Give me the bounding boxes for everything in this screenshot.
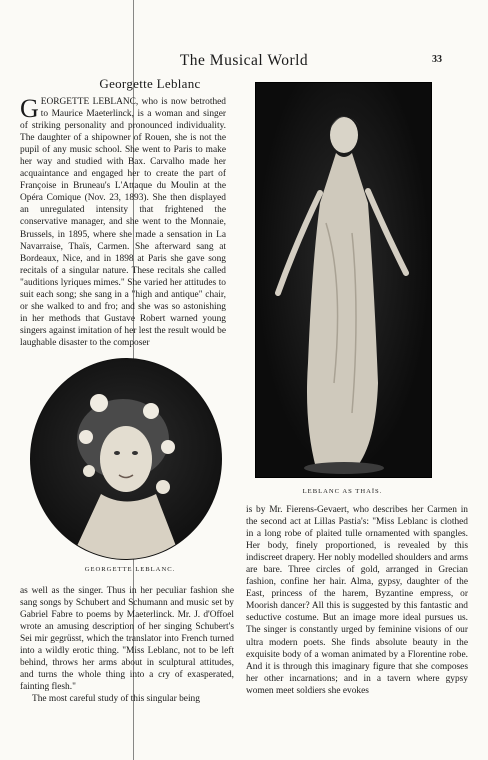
portrait-illustration	[31, 359, 221, 559]
article-column-bottom-left	[20, 585, 234, 757]
article-paragraph-1: EORGETTE LEBLANC, who is now betrothed to Maurice Maeterlinck, is a woman and singer of striking personality and pronounced individuality. The daughter of a shipowner of Rouen, she is not the pupil of any music school. She went to Paris to make her way and studied with Bax. Carvalho made her acquaintance and engaged her to create the part of Françoise in Bruneau's L'Attaque du Moulin at the Opéra Comique (Nov. 23, 1893). She then displayed an unregulated intensity that frightened the conservative manager, and she went to the Monnaie, Brussels, in 1895, where she made a sensation in La Navarraise, Thaïs, Carmen. She afterward sang at Bordeaux, Nice, and in 1898 at Paris she gave song recitals of a singular nature. These recitals she called "auditions lyriques mimes." She varied her attitudes to suit each song; she sang in a "high and antique" chair, or she walked to and fro; and she was so astonishing in her methods that Gustave Robert warned young singers against imitation of her lest the result would be laughable disaster to the composer	[20, 97, 226, 348]
article-title: Georgette Leblanc	[99, 76, 201, 91]
article-paragraph-4: is by Mr. Fierens-Gevaert, who describes her Carmen in the second act at Lillas Pastia's: "Miss Leblanc is clothed in a long robe of plaited tulle ornamented with spangles. Her body, finely proportioned, is revealed by this indiscreet drapery. Her nobly modelled shoulders and arms are bare. Three circles of gold, arranged in Grecian fashion, confine her hair. Alma, gypsy, daughter of the East, princess of the harem, Byzantine empress, or Moorish dancer? All this is suggested by this fantastic and seductive costume. But an image more ideal pursues us. The singer is constantly urged by feminine visions of our ultra modern poets. She finds absolute beauty in the exquisite body of a woman animated by a Florentine robe. And it is through this imaginary figure that she composes her other incarnations; and in a tavern where gypsy women meet soldiers she evokes	[246, 505, 468, 696]
article-column-bottom-right	[246, 504, 468, 757]
running-title: The Musical World	[179, 52, 309, 69]
article-paragraph-2: as well as the singer. Thus in her peculiar fashion she sang songs by Schubert and Schumann and music set by Gabriel Fabre to poems by Maeterlinck. Mr. J. d'Offoel wrote an amusing description of her singing Schubert's Sei mir gegrüsst, which the translator into French turned into a wildly erotic thing. "Miss Leblanc, not to be left behind, throws her arms about in sculptural attitudes, and turns the whole thing into a cry of exasperated, fainting flesh."	[20, 586, 234, 693]
article-column-top-left	[20, 96, 226, 372]
thais-caption: LEBLANC AS THAÏS.	[302, 488, 383, 495]
drop-cap: G	[20, 96, 39, 123]
article-paragraph-3: The most careful study of this singular being	[32, 694, 200, 705]
portrait-photograph	[30, 358, 222, 560]
page-number: 33	[432, 54, 442, 65]
portrait-caption: GEORGETTE LEBLANC.	[84, 566, 176, 573]
thais-photograph	[255, 82, 432, 478]
thais-figure-illustration	[256, 83, 431, 477]
